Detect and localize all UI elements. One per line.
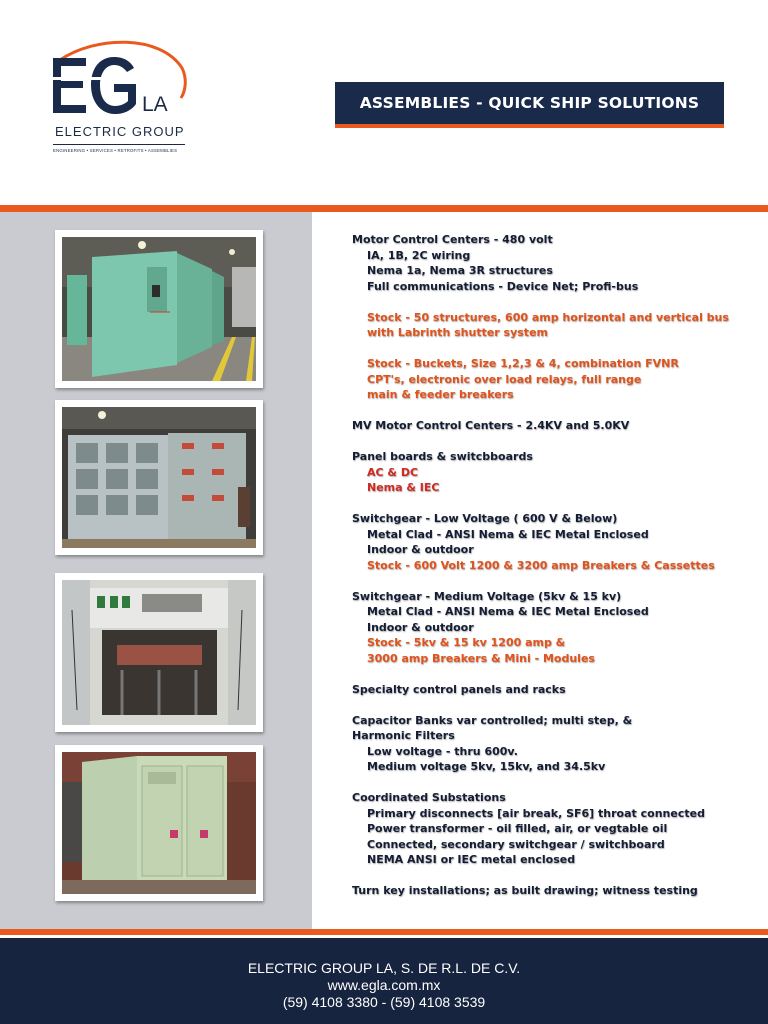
stock-line: with Labrinth shutter system bbox=[367, 326, 548, 339]
motor-control-center-photo bbox=[55, 230, 263, 388]
mv-mcc-heading: MV Motor Control Centers - 2.4KV and 5.0KV bbox=[352, 419, 630, 432]
list-item: Nema 1a, Nema 3R structures bbox=[367, 264, 553, 277]
title-banner bbox=[335, 82, 724, 128]
product-list bbox=[352, 232, 752, 899]
photo-column bbox=[0, 212, 312, 929]
list-item: Connected, secondary switchgear / switchboard bbox=[367, 837, 665, 851]
stock-line: CPT's, electronic over load relays, full range bbox=[367, 372, 642, 386]
footer-website[interactable]: www.egla.com.mx bbox=[327, 977, 441, 993]
footer-company: ELECTRIC GROUP LA, S. DE R.L. DE C.V. bbox=[247, 960, 521, 976]
list-item: Medium voltage 5kv, 15kv, and 34.5kv bbox=[367, 760, 606, 773]
list-item: Metal Clad - ANSI Nema & IEC Metal Enclosed bbox=[367, 527, 649, 541]
mv-switchgear-heading: Switchgear - Medium Voltage (5kv & 15 kv) bbox=[352, 589, 622, 603]
page-title: ASSEMBLIES - QUICK SHIP SOLUTIONS bbox=[359, 94, 700, 112]
logo-divider bbox=[53, 144, 185, 145]
list-item: Indoor & outdoor bbox=[367, 543, 474, 556]
list-item: Primary disconnects [air break, SF6] throat connected bbox=[367, 806, 705, 820]
company-logo bbox=[50, 38, 200, 158]
turnkey-heading: Turn key installations; as built drawing; witness testing bbox=[352, 884, 698, 897]
header-divider bbox=[0, 205, 768, 212]
stock-line: Stock - Buckets, Size 1,2,3 & 4, combination FVNR bbox=[367, 357, 679, 370]
list-item: Indoor & outdoor bbox=[367, 620, 474, 634]
list-item: Low voltage - thru 600v. bbox=[367, 744, 518, 758]
list-item: AC & DC bbox=[367, 465, 419, 479]
logo-suffix: LA bbox=[142, 93, 168, 116]
stock-line: Stock - 600 Volt 1200 & 3200 amp Breakers & Cassettes bbox=[367, 558, 715, 572]
substations-heading: Coordinated Substations bbox=[352, 791, 506, 804]
switchgear-panel-photo bbox=[55, 400, 263, 555]
footer bbox=[0, 938, 768, 1024]
logo-company-name: ELECTRIC GROUP bbox=[55, 124, 185, 139]
mcc-heading: Motor Control Centers - 480 volt bbox=[352, 233, 553, 246]
capacitor-heading: Harmonic Filters bbox=[352, 729, 455, 742]
footer-divider bbox=[0, 929, 768, 935]
stock-line: main & feeder breakers bbox=[367, 388, 514, 401]
list-item: NEMA ANSI or IEC metal enclosed bbox=[367, 853, 576, 866]
specialty-heading: Specialty control panels and racks bbox=[352, 682, 566, 696]
substation-enclosure-photo bbox=[55, 745, 263, 901]
list-item: Full communications - Device Net; Profi-bus bbox=[367, 279, 639, 293]
logo-mark-icon bbox=[50, 38, 200, 128]
logo-tagline: ENGINEERING • SERVICES • RETROFITS • ASSEMBLIES bbox=[53, 148, 178, 153]
panel-heading: Panel boards & switcbboards bbox=[352, 450, 533, 463]
list-item: Metal Clad - ANSI Nema & IEC Metal Enclosed bbox=[367, 605, 649, 618]
open-switchgear-cubicle-photo bbox=[55, 573, 263, 732]
list-item: Nema & IEC bbox=[367, 481, 440, 494]
stock-line: Stock - 5kv & 15 kv 1200 amp & bbox=[367, 636, 566, 649]
footer-phones: (59) 4108 3380 - (59) 4108 3539 bbox=[282, 994, 486, 1010]
list-item: Power transformer - oil filled, air, or vegtable oil bbox=[367, 822, 668, 835]
list-item: IA, 1B, 2C wiring bbox=[367, 248, 471, 262]
stock-line: 3000 amp Breakers & Mini - Modules bbox=[367, 651, 595, 665]
lv-switchgear-heading: Switchgear - Low Voltage ( 600 V & Below) bbox=[352, 512, 618, 525]
capacitor-heading: Capacitor Banks var controlled; multi step, & bbox=[352, 713, 633, 727]
stock-line: Stock - 50 structures, 600 amp horizontal and vertical bus bbox=[367, 310, 729, 324]
